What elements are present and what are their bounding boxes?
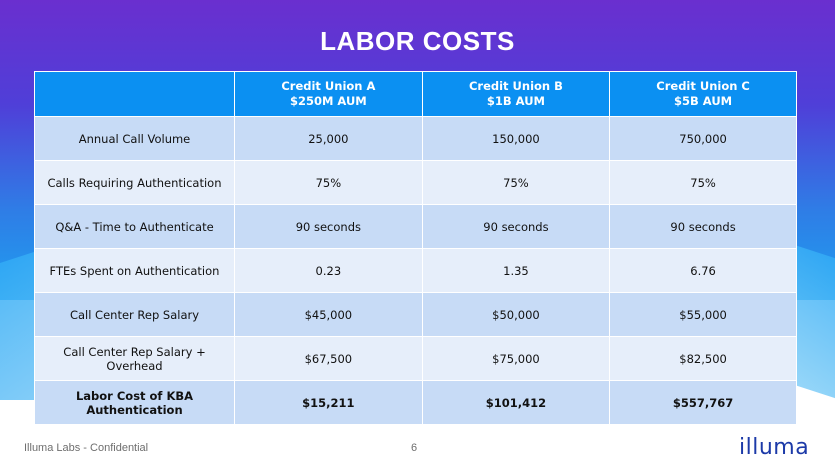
logo-wordmark: illuma [739,434,810,460]
table-cell: $67,500 [235,337,423,381]
table-cell: 75% [235,161,423,205]
table-cell: $101,412 [422,381,609,425]
column-aum: $1B AUM [486,94,545,108]
row-label: Calls Requiring Authentication [35,161,235,205]
column-aum: $250M AUM [289,94,367,108]
table-cell: $15,211 [235,381,423,425]
table-cell: 750,000 [610,117,797,161]
table-header-row [35,72,797,117]
table-cell: 150,000 [422,117,609,161]
column-header-credit-union-c [610,72,797,117]
column-name: Credit Union B [468,79,563,93]
row-label: Annual Call Volume [35,117,235,161]
column-header-credit-union-a [235,72,423,117]
row-label: Call Center Rep Salary [35,293,235,337]
table-row [35,249,797,293]
column-aum: $5B AUM [674,94,733,108]
table-row-total [35,381,797,425]
table-cell: 6.76 [610,249,797,293]
page-number: 6 [411,442,418,454]
table-row [35,337,797,381]
table-row [35,293,797,337]
labor-costs-table [34,71,797,425]
column-name: Credit Union C [656,79,750,93]
row-label: Labor Cost of KBA Authentication [35,381,235,425]
table-row [35,117,797,161]
waveform-icon [697,434,735,460]
illuma-logo [697,432,809,462]
table-cell: 75% [610,161,797,205]
table-cell: $75,000 [422,337,609,381]
table-row [35,205,797,249]
table-cell: $82,500 [610,337,797,381]
table-cell: $557,767 [610,381,797,425]
table-row [35,161,797,205]
row-label: FTEs Spent on Authentication [35,249,235,293]
table-cell: 25,000 [235,117,423,161]
column-name: Credit Union A [281,79,376,93]
column-header-credit-union-b [422,72,609,117]
row-label: Q&A - Time to Authenticate [35,205,235,249]
table-cell: 90 seconds [235,205,423,249]
table-cell: 1.35 [422,249,609,293]
table-cell: $50,000 [422,293,609,337]
table-cell: 0.23 [235,249,423,293]
table-cell: 90 seconds [610,205,797,249]
footer-confidential: Illuma Labs - Confidential [24,442,149,454]
table-header-corner [35,72,235,117]
row-label: Call Center Rep Salary + Overhead [35,337,235,381]
table-cell: 90 seconds [422,205,609,249]
slide-title: LABOR COSTS [320,26,515,56]
table-cell: $45,000 [235,293,423,337]
table-cell: 75% [422,161,609,205]
table-cell: $55,000 [610,293,797,337]
